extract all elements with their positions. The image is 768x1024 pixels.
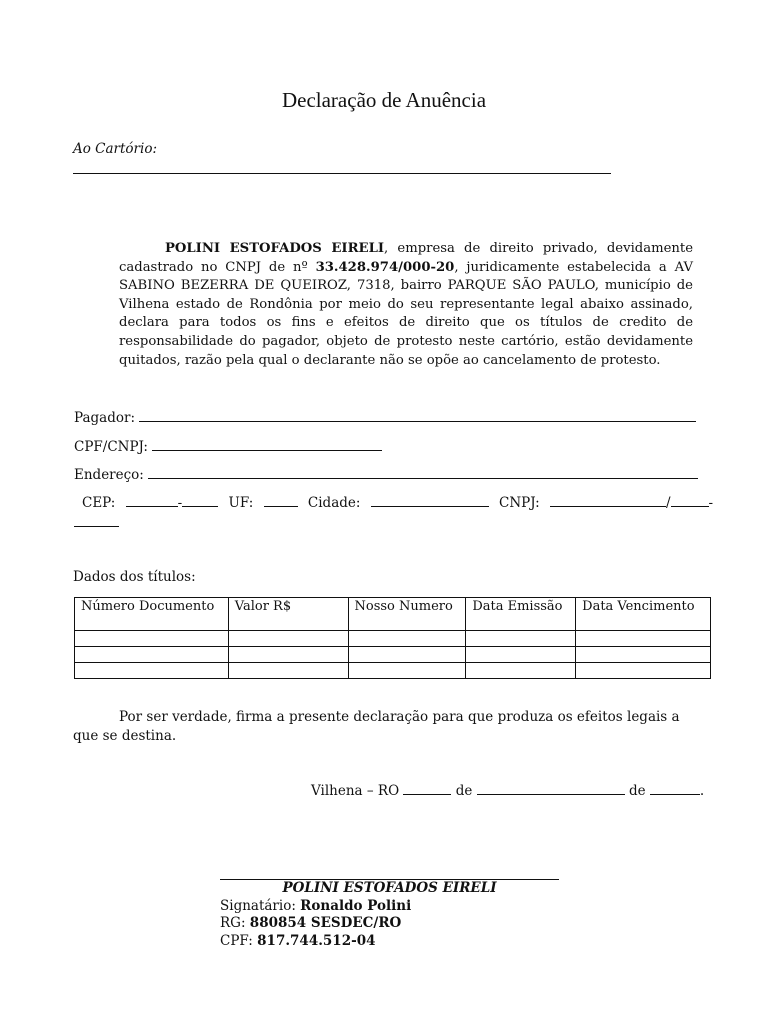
endereco-label: Endereço: [74, 467, 144, 483]
table-cell[interactable] [576, 647, 711, 663]
cep-blank-1[interactable] [126, 494, 178, 507]
table-cell[interactable] [75, 631, 229, 647]
pagador-label: Pagador: [74, 410, 135, 426]
signature-block [220, 880, 559, 950]
titles-table-header [75, 598, 711, 631]
col-numero-documento: Número Documento [75, 598, 229, 631]
cnpj-separator-2: - [708, 495, 714, 511]
signature-company: POLINI ESTOFADOS EIRELI [282, 880, 497, 896]
document-title: Declaração de Anuência [281, 88, 487, 112]
col-nosso-numero: Nosso Numero [348, 598, 466, 631]
signatory-row [220, 898, 559, 916]
cep-uf-cidade-cnpj-row [82, 494, 713, 511]
table-row [75, 647, 711, 663]
cpf-cnpj-label: CPF/CNPJ: [74, 439, 148, 455]
pagador-blank[interactable] [139, 409, 696, 422]
signatory-label: Signatário: [220, 897, 296, 914]
table-row [75, 631, 711, 647]
col-data-vencimento: Data Vencimento [576, 598, 711, 631]
table-cell[interactable] [228, 647, 348, 663]
endereco-blank[interactable] [148, 466, 698, 479]
rg-value: 880854 SESDEC/RO [249, 915, 402, 931]
table-cell[interactable] [228, 631, 348, 647]
table-cell[interactable] [348, 631, 466, 647]
body-text-2: , juridicamente estabelecida a AV SABINO BEZERRA DE QUEIROZ, 7318, bairro PARQUE SÃO PAULO, município de Vilhena estado de Rondônia por meio do seu representante legal abaixo assinado, declara para todos os fins e efeitos de direito que os títulos de credito de responsabilidade do pagador, objeto de protesto neste cartório, estão devidamente quitados, razão pela qual o declarante não se opõe ao cancelamento de protesto. [119, 259, 693, 368]
declaration-paragraph [119, 240, 693, 370]
cpf-row [220, 933, 559, 951]
table-cell[interactable] [576, 631, 711, 647]
date-month-blank[interactable] [477, 782, 625, 795]
cidade-label: Cidade: [307, 495, 361, 511]
rg-label: RG: [220, 915, 246, 931]
cpf-cnpj-field [74, 438, 382, 455]
table-cell[interactable] [466, 631, 576, 647]
company-name: POLINI ESTOFADOS EIRELI [165, 241, 385, 256]
body-text-1: , empresa de direito privado, devidamente cadastrado no CNPJ de nº [119, 241, 693, 275]
cep-blank-2[interactable] [182, 494, 218, 507]
cpf-cnpj-blank[interactable] [152, 438, 382, 451]
table-cell[interactable] [228, 663, 348, 679]
cpf-value: 817.744.512-04 [257, 932, 376, 949]
rg-row [220, 915, 559, 933]
table-cell[interactable] [348, 663, 466, 679]
uf-blank[interactable] [264, 494, 298, 507]
pagador-field [74, 409, 696, 426]
cnpj-blank-3[interactable] [74, 526, 119, 527]
titles-section-label: Dados dos títulos: [73, 569, 196, 585]
cnpj-number: 33.428.974/000-20 [315, 259, 455, 275]
titles-table [74, 597, 711, 679]
table-cell[interactable] [75, 663, 229, 679]
cep-label: CEP: [82, 495, 116, 511]
date-line [311, 782, 704, 799]
date-day-blank[interactable] [403, 782, 451, 795]
cnpj-separator-1: / [665, 495, 671, 511]
date-place: Vilhena – RO [311, 783, 400, 799]
col-data-emissao: Data Emissão [466, 598, 576, 631]
cnpj-label: CNPJ: [499, 495, 540, 511]
date-end: . [699, 783, 705, 799]
signatory-name: Ronaldo Polini [300, 897, 412, 914]
closing-paragraph: Por ser verdade, firma a presente declaração para que produza os efeitos legais a que se destina. [73, 709, 680, 744]
cnpj-blank-2[interactable] [671, 494, 709, 507]
table-cell[interactable] [75, 647, 229, 663]
cidade-blank[interactable] [371, 494, 489, 507]
cep-separator: - [177, 495, 183, 511]
addressee-label: Ao Cartório: [73, 141, 157, 157]
col-valor: Valor R$ [228, 598, 348, 631]
date-de-2: de [628, 783, 646, 799]
addressee-line [73, 173, 611, 174]
table-cell[interactable] [348, 647, 466, 663]
uf-label: UF: [228, 495, 254, 511]
table-row [75, 663, 711, 679]
endereco-field [74, 466, 698, 483]
table-cell[interactable] [576, 663, 711, 679]
table-cell[interactable] [466, 663, 576, 679]
table-cell[interactable] [466, 647, 576, 663]
date-year-blank[interactable] [650, 782, 700, 795]
date-de-1: de [455, 783, 473, 799]
cnpj-blank-1[interactable] [550, 494, 666, 507]
cpf-label: CPF: [220, 932, 253, 949]
